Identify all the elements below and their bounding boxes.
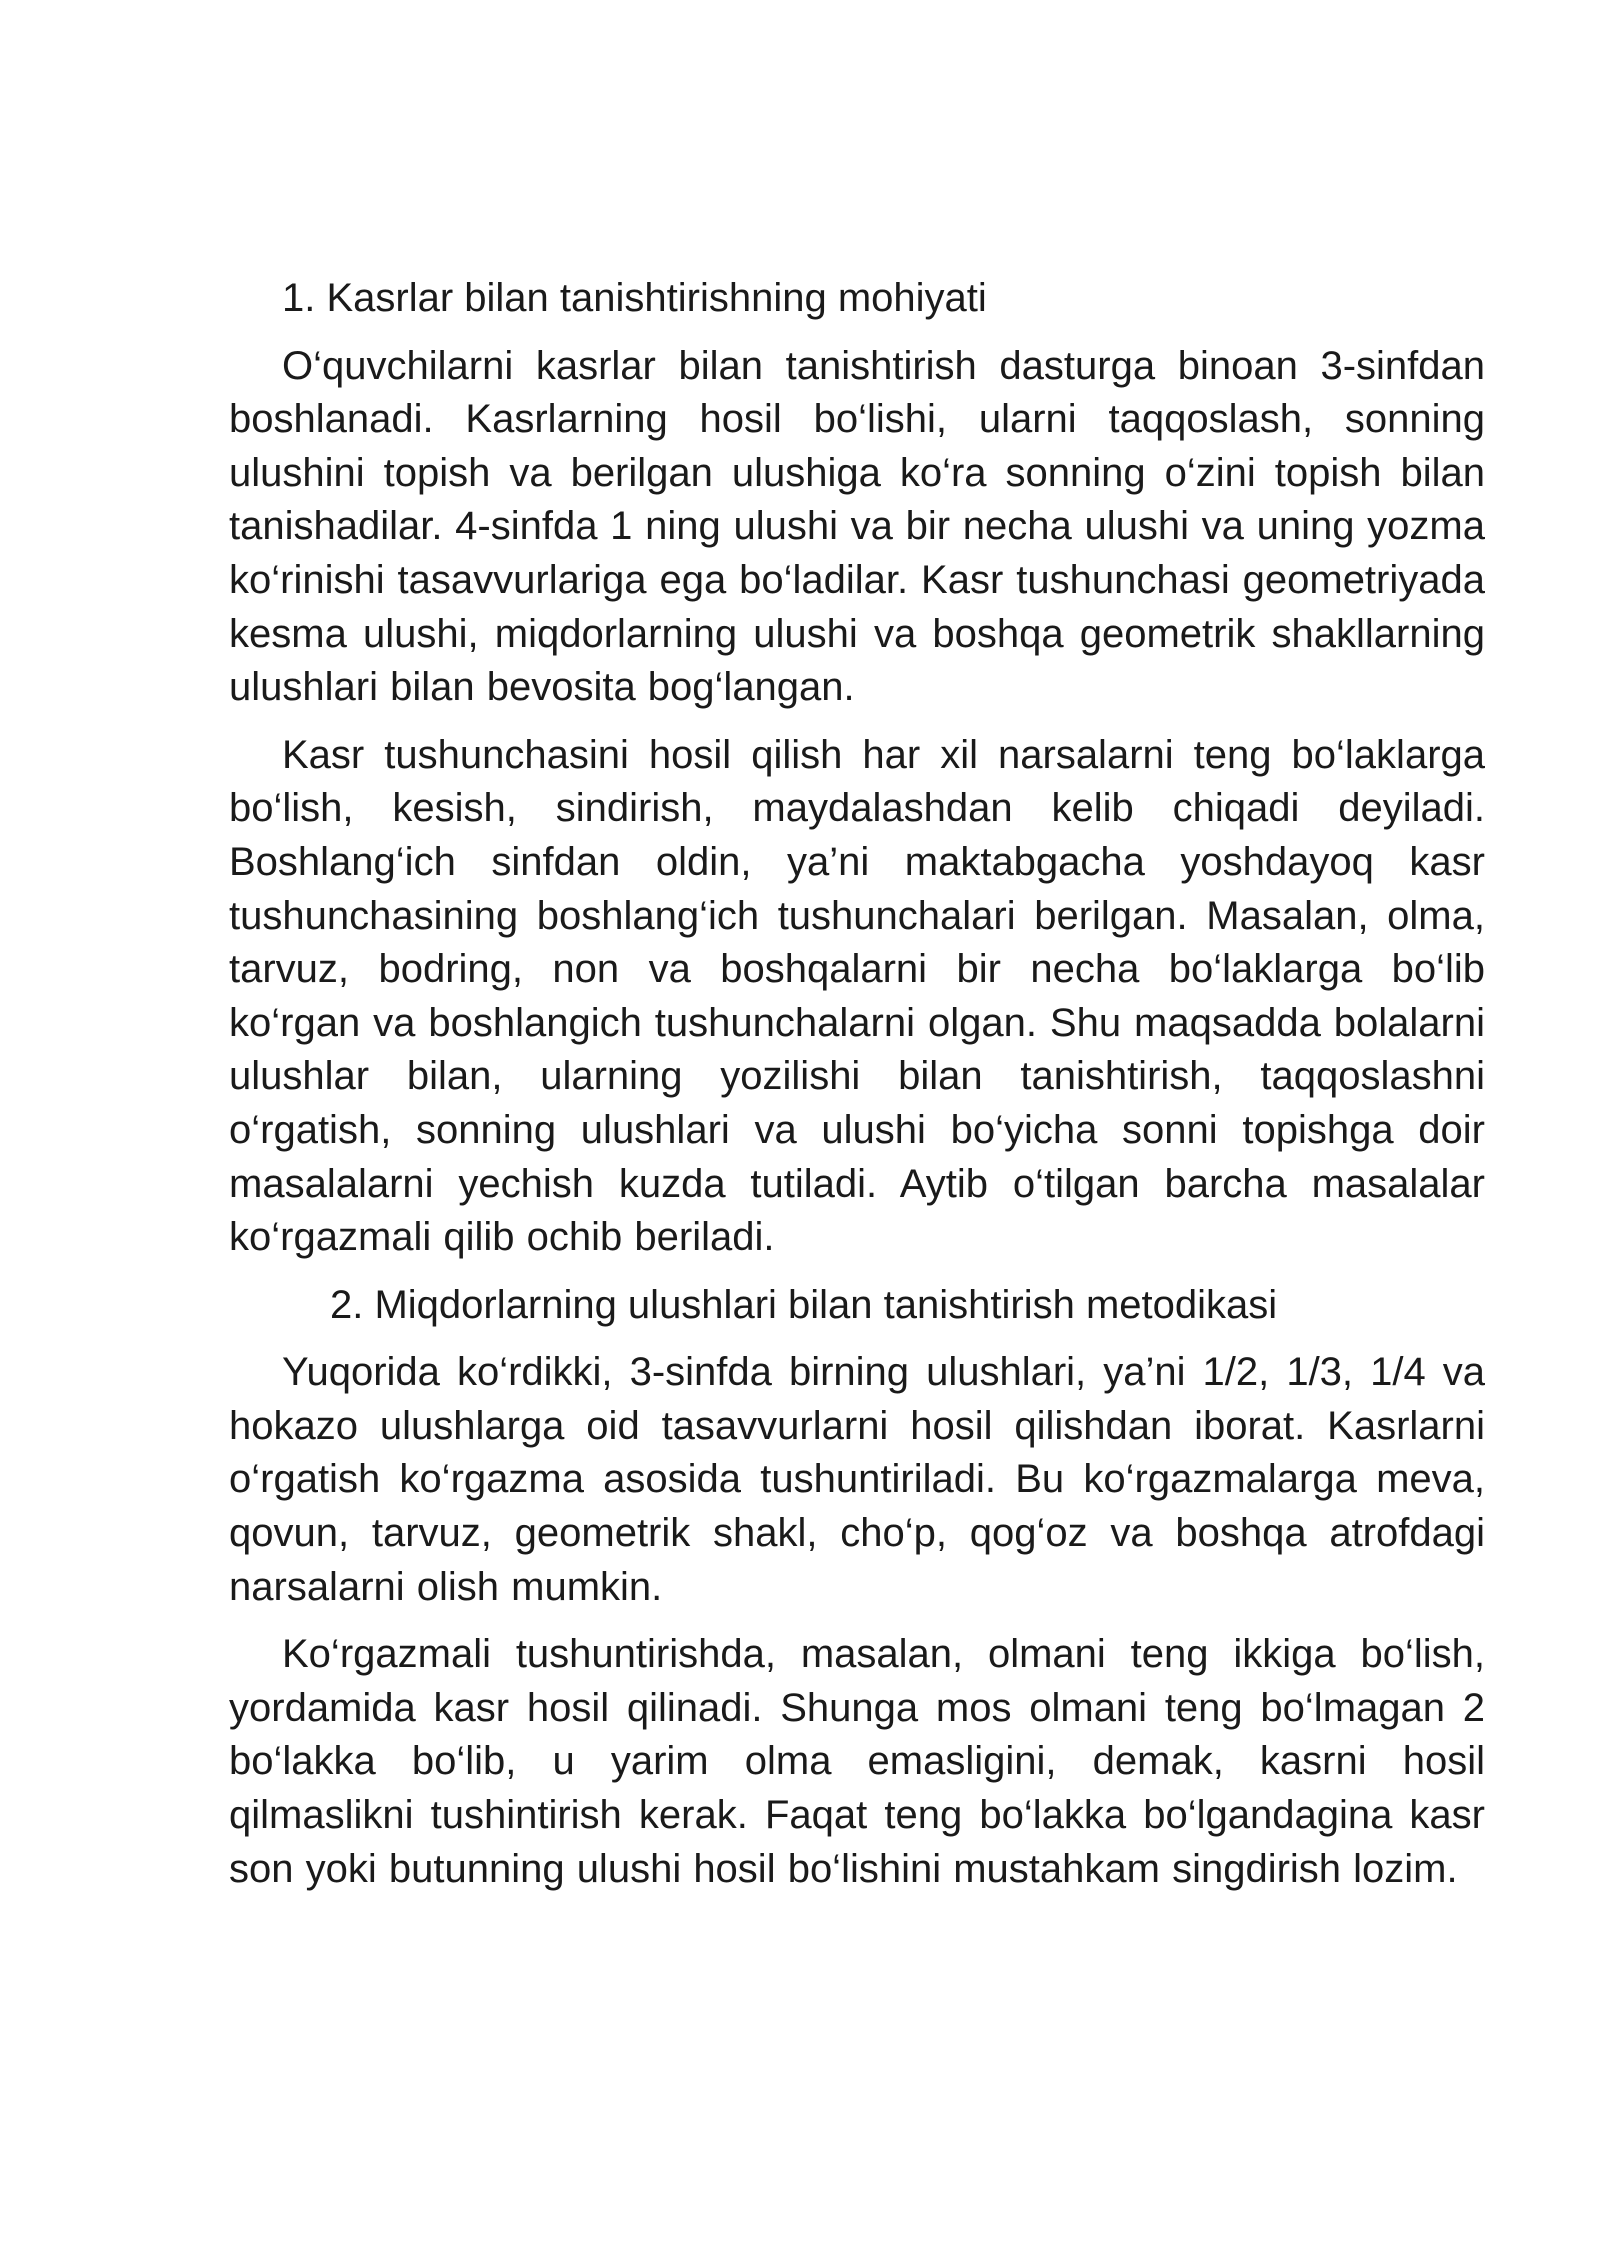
section-2-heading: 2. Miqdorlarning ulushlari bilan tanishtirish metodikasi [330, 1282, 1278, 1327]
section-1-heading: 1. Kasrlar bilan tanishtirishning mohiyati [282, 276, 987, 320]
document-body [229, 272, 1485, 1910]
section-1-paragraph-1: O‘quvchilarni kasrlar bilan tanishtirish dasturga binoan 3-sinfdan boshlanadi. Kasrlarning hosil bo‘lishi, ularni taqqoslash, sonning ulushini topish va berilgan ulushiga ko‘ra sonning o‘zini topish bilan tanishadilar. 4-sinfda 1 ning ulushi va bir necha ulushi va uning yozma ko‘rinishi tasavvurlariga ega bo‘ladilar. Kasr tushunchasi geometriyada kesma ulushi, miqdorlarning ulushi va boshqa geometrik shakllarning ulushlari bilan bevosita bog‘langan. [229, 343, 1485, 710]
section-2-paragraph-2: Ko‘rgazmali tushuntirishda, masalan, olmani teng ikkiga bo‘lish, yordamida kasr hosil qilinadi. Shunga mos olmani teng bo‘lmagan 2 bo‘lakka bo‘lib, u yarim olma emasligini, demak, kasrni hosil qilmaslikni tushintirish kerak. Faqat teng bo‘lakka bo‘lgandagina kasr son yoki butunning ulushi hosil bo‘lishini mustahkam singdirish lozim. [229, 1632, 1485, 1891]
section-1-paragraph-2: Kasr tushunchasini hosil qilish har xil narsalarni teng bo‘laklarga bo‘lish, kesish, sindirish, maydalashdan kelib chiqadi deyiladi. Boshlang‘ich sinfdan oldin, ya’ni maktabgacha yoshdayoq kasr tushunchasining boshlang‘ich tushunchalari berilgan. Masalan, olma, tarvuz, bodring, non va boshqalarni bir necha bo‘laklarga bo‘lib ko‘rgan va boshlangich tushunchalarni olgan. Shu maqsadda bolalarni ulushlar bilan, ularning yozilishi bilan tanishtirish, taqqoslashni o‘rgatish, sonning ulushlari va ulushi bo‘yicha sonni topishga doir masalalarni yechish kuzda tutiladi. Aytib o‘tilgan barcha masalalar ko‘rgazmali qilib ochib beriladi. [229, 732, 1485, 1260]
section-2-paragraph-1: Yuqorida ko‘rdikki, 3-sinfda birning ulushlari, ya’ni 1/2, 1/3, 1/4 va hokazo ulushlarga oid tasavvurlarni hosil qilishdan iborat. Kasrlarni o‘rgatish ko‘rgazma asosida tushuntiriladi. Bu ko‘rgazmalarga meva, qovun, tarvuz, geometrik shakl, cho‘p, qog‘oz va boshqa atrofdagi narsalarni olish mumkin. [229, 1350, 1485, 1609]
